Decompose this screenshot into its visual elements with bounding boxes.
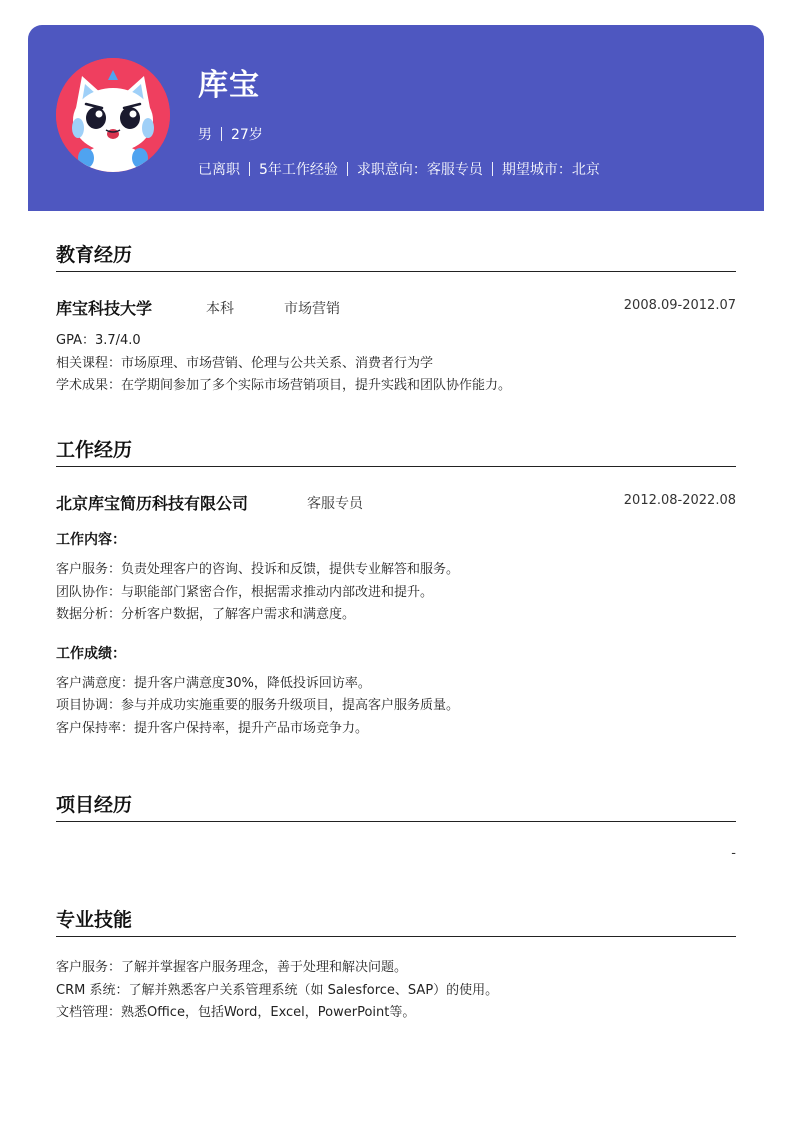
work-achievement-title: 工作成绩：: [56, 645, 126, 662]
content-line: 团队协作：与职能部门紧密合作，根据需求推动内部改进和提升。: [56, 584, 434, 600]
separator: [492, 162, 493, 176]
content-line: 数据分析：分析客户数据，了解客户需求和满意度。: [56, 607, 356, 622]
age: 27岁: [231, 127, 263, 143]
gender: 男: [198, 127, 212, 143]
education-entry-header: [56, 296, 736, 320]
skills-section: [56, 905, 736, 1025]
content-line: 客户服务：负责处理客户的咨询、投诉和反馈，提供专业解答和服务。: [56, 562, 460, 577]
work-date: 2012.08-2022.08: [623, 493, 736, 508]
section-title: 专业技能: [56, 905, 736, 937]
achievement-line: 客户保持率：提升客户保持率，提升产品市场竞争力。: [56, 720, 369, 736]
achievement-line: 项目协调：参与并成功实施重要的服务升级项目，提高客户服务质量。: [56, 698, 460, 713]
candidate-name: 库宝: [198, 68, 260, 103]
detail-line: 学术成果：在学期间参加了多个实际市场营销项目，提升实践和团队协作能力。: [56, 378, 512, 393]
avatar: [56, 58, 170, 172]
separator: [347, 162, 348, 176]
employment-status: 已离职: [198, 162, 240, 178]
work-achievement-list: [56, 673, 736, 741]
education-section: [56, 240, 736, 398]
work-entry-header: [56, 491, 736, 515]
job-intention: 求职意向：客服专员: [356, 162, 483, 178]
cat-mascot-icon: [56, 58, 170, 172]
skill-line: CRM 系统：了解并熟悉客户关系管理系统（如 Salesforce、SAP）的使用。: [56, 982, 499, 998]
expected-city: 期望城市：北京: [501, 162, 600, 178]
degree: 本科: [206, 301, 234, 317]
work-section: [56, 435, 736, 740]
project-placeholder: -: [731, 846, 736, 861]
basic-info-row: [198, 124, 263, 144]
school-name: 库宝科技大学: [56, 299, 153, 318]
position: 客服专员: [307, 496, 363, 512]
detail-line: 相关课程：市场原理、市场营销、伦理与公共关系、消费者行为学: [56, 355, 434, 371]
skill-line: 文档管理：熟悉Office，包括Word，Excel，PowerPoint等。: [56, 1005, 416, 1020]
work-content-title: 工作内容：: [56, 532, 126, 548]
profile-header: [28, 25, 764, 211]
education-details: [56, 330, 736, 398]
section-title: 项目经历: [56, 790, 736, 822]
work-content-list: [56, 559, 736, 627]
job-info-row: [198, 159, 600, 179]
skill-line: 客户服务：了解并掌握客户服务理念，善于处理和解决问题。: [56, 960, 408, 975]
section-title: 工作经历: [56, 435, 736, 467]
achievement-line: 客户满意度：提升客户满意度30%，降低投诉回访率。: [56, 675, 371, 691]
separator: [249, 162, 250, 176]
section-title: 教育经历: [56, 240, 736, 272]
education-date: 2008.09-2012.07: [623, 298, 736, 313]
work-experience: 5年工作经验: [259, 162, 338, 178]
separator: [221, 127, 222, 141]
skills-list: [56, 957, 736, 1025]
company-name: 北京库宝简历科技有限公司: [56, 494, 249, 513]
major: 市场营销: [284, 301, 340, 317]
detail-line: GPA：3.7/4.0: [56, 333, 141, 348]
project-section: [56, 790, 736, 870]
